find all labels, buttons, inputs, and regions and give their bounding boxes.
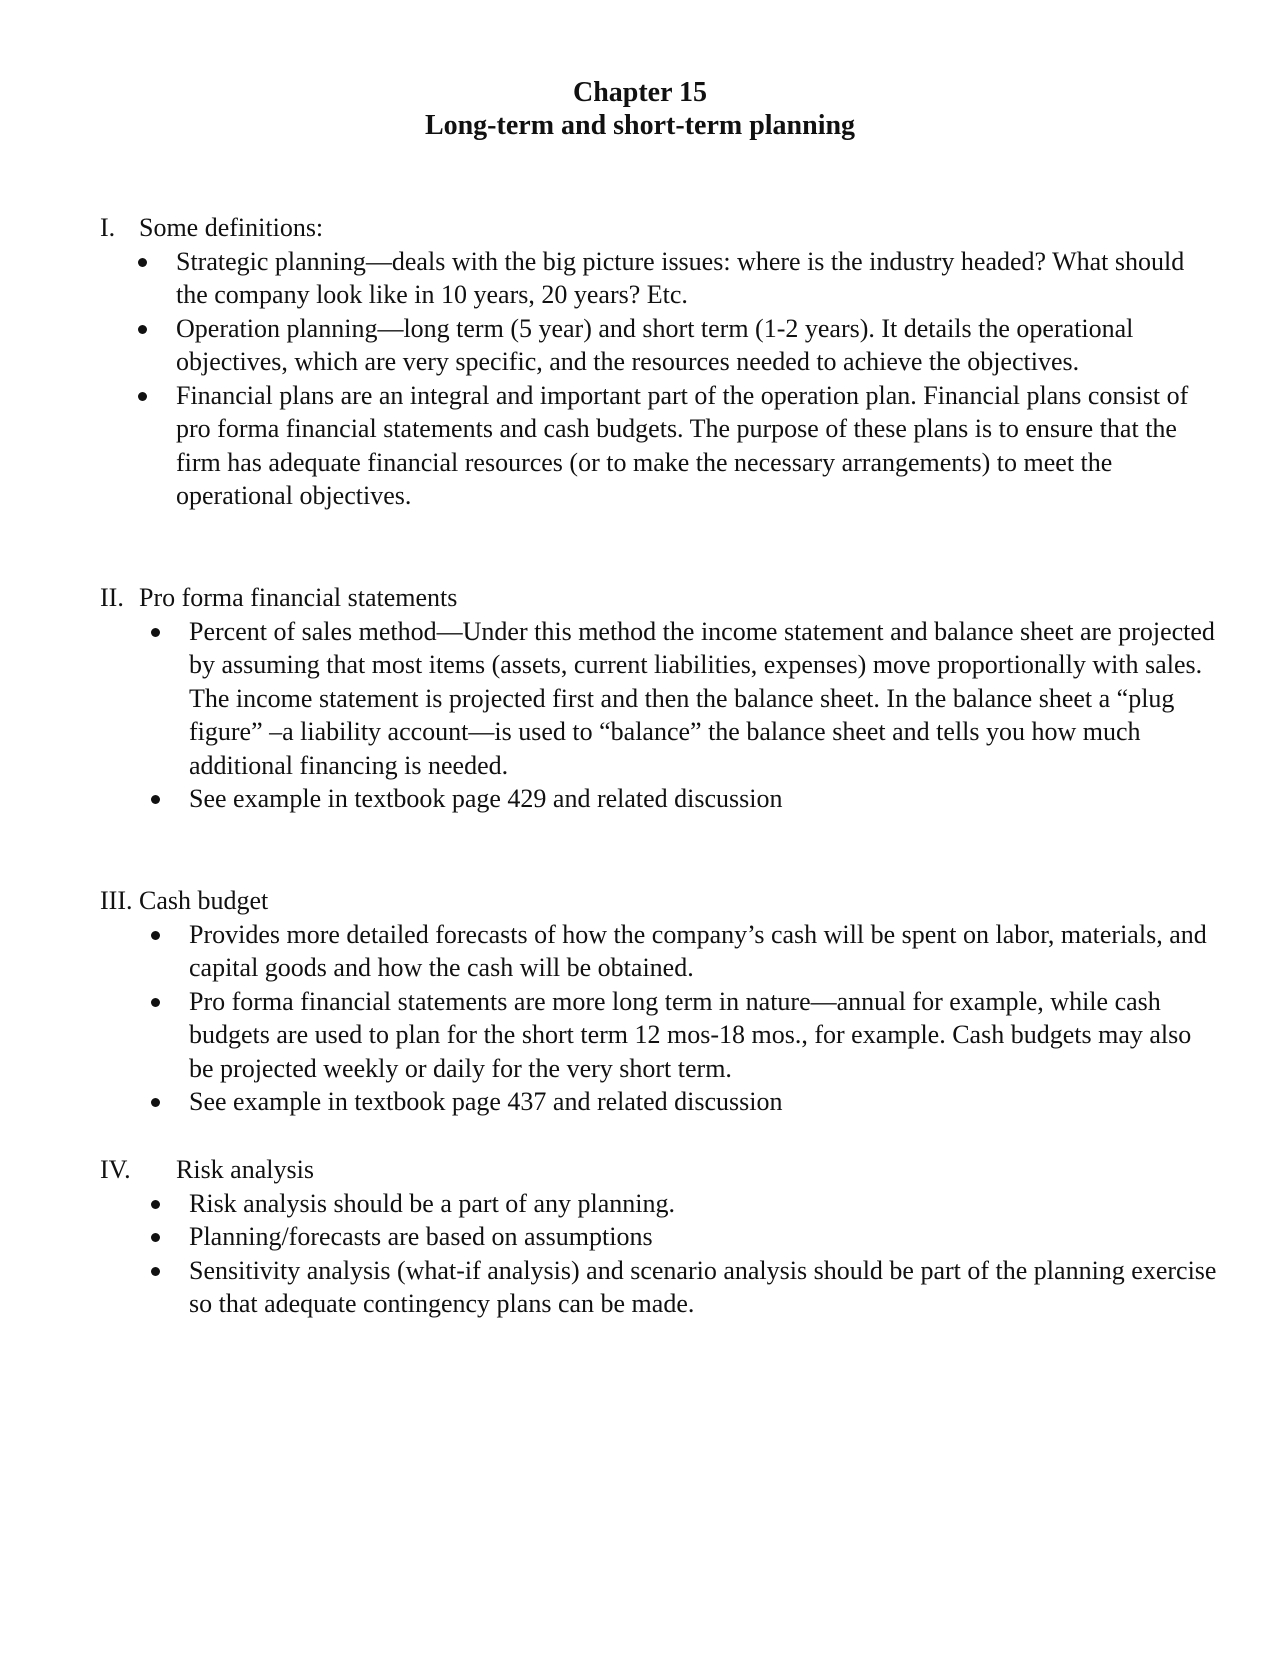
section-heading-text: Pro forma financial statements [139,583,458,612]
list-item [100,985,1220,1086]
list-item-text: Provides more detailed forecasts of how the company’s cash will be spent on labor, materials, and capital goods and how the cash will be obtained. [189,919,1207,982]
list-item-text: Financial plans are an integral and important part of the operation plan. Financial plans consist of pro forma financial statements and cash budgets. The purpose of these plans is to ensure that the firm has adequate financial resources (or to make the necessary arrangements) to meet the operational objectives. [176,380,1189,510]
list-item [100,918,1220,985]
section-numeral: IV. [100,1155,131,1184]
list-item-text: See example in textbook page 429 and related discussion [189,784,783,813]
section-pro-forma [100,581,1220,816]
list-item-text: Risk analysis should be a part of any planning. [189,1188,675,1218]
section-heading [100,884,1220,918]
bullet-icon [138,325,147,334]
bullet-list [100,615,1220,816]
list-item [100,379,1220,513]
bullet-icon [151,998,160,1007]
section-numeral: II. [100,583,124,612]
bullet-icon [151,931,160,940]
list-item-text: Strategic planning—deals with the big picture issues: where is the industry headed? What should the company look like in 10 years, 20 years? Etc. [176,246,1185,309]
bullet-icon [151,795,160,804]
section-numeral: I. [100,213,116,242]
section-some-definitions [100,211,1220,513]
section-risk-analysis [100,1153,1220,1321]
chapter-number: Chapter 15 [572,77,708,108]
bullet-icon [151,1267,160,1276]
list-item [100,615,1220,783]
list-item [100,1187,1220,1221]
list-item-text: Percent of sales method—Under this method the income statement and balance sheet are projected by assuming that most items (assets, current liabilities, expenses) move proportionally with sales. The income statement is projected first and then the balance sheet. In the balance sheet a “plug figure” –a liability account—is used to “balance” the balance sheet and tells you how much additional financing is needed. [189,616,1215,780]
list-item-text: See example in textbook page 437 and related discussion [189,1087,783,1116]
list-item [100,1220,1220,1254]
section-heading [100,1153,1220,1187]
list-item [100,312,1220,379]
section-heading-text: Cash budget [139,886,269,915]
bullet-icon [151,628,160,637]
bullet-icon [138,258,147,267]
section-heading-text: Risk analysis [176,1155,314,1184]
list-item-text: Operation planning—long term (5 year) and short term (1-2 years). It details the operational objectives, which are very specific, and the resources needed to achieve the objectives. [176,313,1134,376]
section-heading [100,211,1220,245]
section-heading [100,581,1220,615]
bullet-list [100,245,1220,513]
section-numeral: III. [100,886,133,915]
bullet-icon [151,1200,160,1209]
bullet-list [100,1187,1220,1321]
bullet-icon [151,1233,160,1242]
list-item-text: Sensitivity analysis (what-if analysis) and scenario analysis should be part of the planning exercise so that adequate contingency plans can be made. [189,1255,1217,1318]
bullet-icon [151,1098,160,1107]
document-title [0,76,1280,142]
list-item-text: Pro forma financial statements are more long term in nature—annual for example, while cash budgets are used to plan for the short term 12 mos-18 mos., for example. Cash budgets may also be projected weekly or daily for the very short term. [189,986,1192,1083]
list-item [100,1085,1220,1119]
bullet-list [100,918,1220,1119]
list-item-text: Planning/forecasts are based on assumptions [189,1222,653,1251]
list-item [100,1254,1220,1321]
section-cash-budget [100,884,1220,1119]
list-item [100,782,1220,816]
bullet-icon [138,392,147,401]
section-heading-text: Some definitions: [139,213,324,242]
chapter-title: Long-term and short-term planning [424,110,856,141]
list-item [100,245,1220,312]
